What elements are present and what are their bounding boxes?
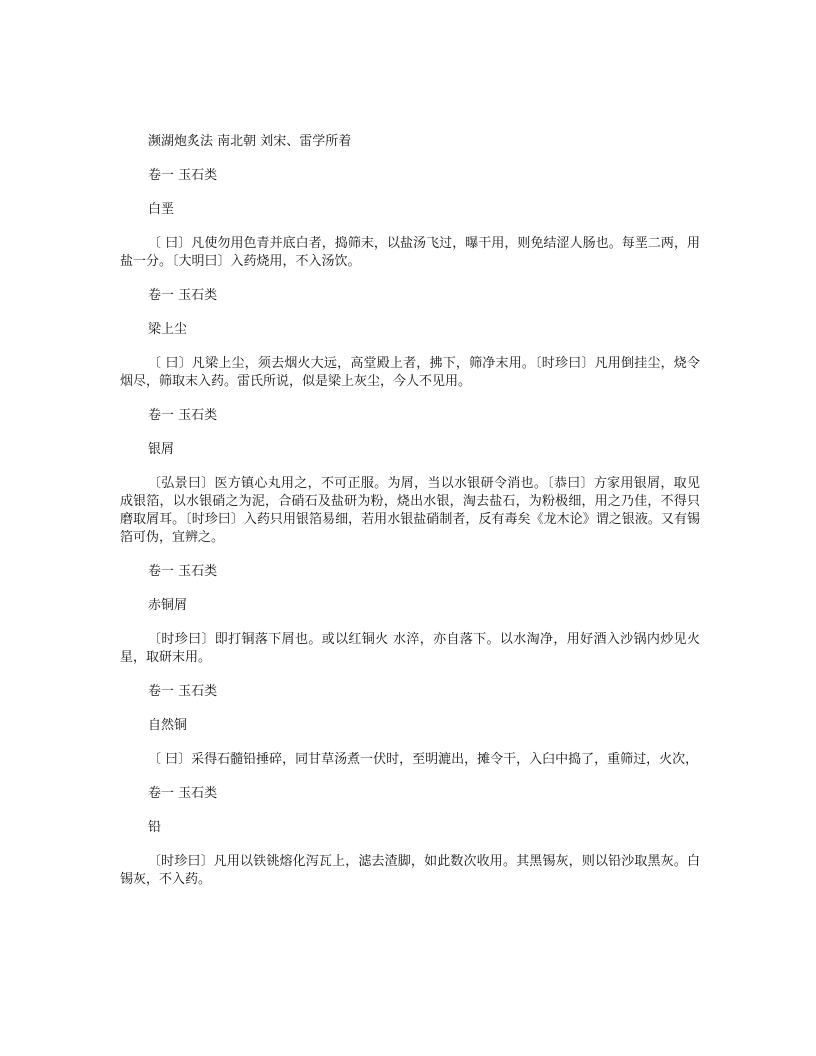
section-body: 〔 曰〕凡梁上尘，须去烟火大远，高堂殿上者，拂下，筛净末用。〔时珍曰〕凡用倒挂尘，烧令烟尽，筛取末入药。雷氏所说，似是梁上灰尘，今人不见用。 — [120, 356, 700, 389]
section-volume: 卷一 玉石类 — [148, 288, 218, 303]
section-volume: 卷一 玉石类 — [148, 786, 218, 801]
document-page — [120, 133, 700, 889]
section-body: 〔时珍曰〕凡用以铁铫熔化泻瓦上，滤去渣脚，如此数次收用。其黑锡灰，则以铅沙取黑灰。白锡灰，不入药。 — [120, 854, 700, 887]
section-volume: 卷一 玉石类 — [148, 684, 218, 699]
section-body: 〔时珍曰〕即打铜落下屑也。或以红铜火 水淬，亦自落下。以水淘净，用好酒入沙锅内炒见火星，取研末用。 — [120, 632, 700, 665]
section-body: 〔弘景曰〕医方镇心丸用之，不可正服。为屑，当以水银研令消也。〔恭曰〕方家用银屑，取见成银箔，以水银硝之为泥，合硝石及盐研为粉，烧出水银，淘去盐石，为粉极细，用之乃佳，不得只磨取屑耳。〔时珍曰〕入药只用银箔易细，若用水银盐硝制者，反有毒矣《龙木论》谓之银液。又有锡箔可伪，宜辨之。 — [120, 476, 700, 545]
section-volume: 卷一 玉石类 — [148, 168, 218, 183]
section-body: 〔 曰〕凡使勿用色青并底白者，捣筛末，以盐汤飞过，曝干用，则免结涩人肠也。每垩二两，用盐一分。〔大明曰〕入药烧用，不入汤饮。 — [120, 236, 700, 269]
section-body: 〔 曰〕采得石髓铅捶碎，同甘草汤煮一伏时，至明漉出，摊令干，入臼中捣了，重筛过，火次， — [148, 752, 699, 767]
section-heading: 赤铜屑 — [148, 598, 188, 613]
section-heading: 梁上尘 — [148, 322, 188, 337]
section-heading: 铅 — [148, 820, 162, 835]
section-volume: 卷一 玉石类 — [148, 408, 218, 423]
section-heading: 自然铜 — [148, 718, 188, 733]
section-heading: 银屑 — [148, 442, 175, 457]
section-heading: 白垩 — [148, 202, 175, 217]
document-title: 濒湖炮炙法 南北朝 刘宋、雷学所着 — [148, 134, 352, 149]
section-volume: 卷一 玉石类 — [148, 564, 218, 579]
